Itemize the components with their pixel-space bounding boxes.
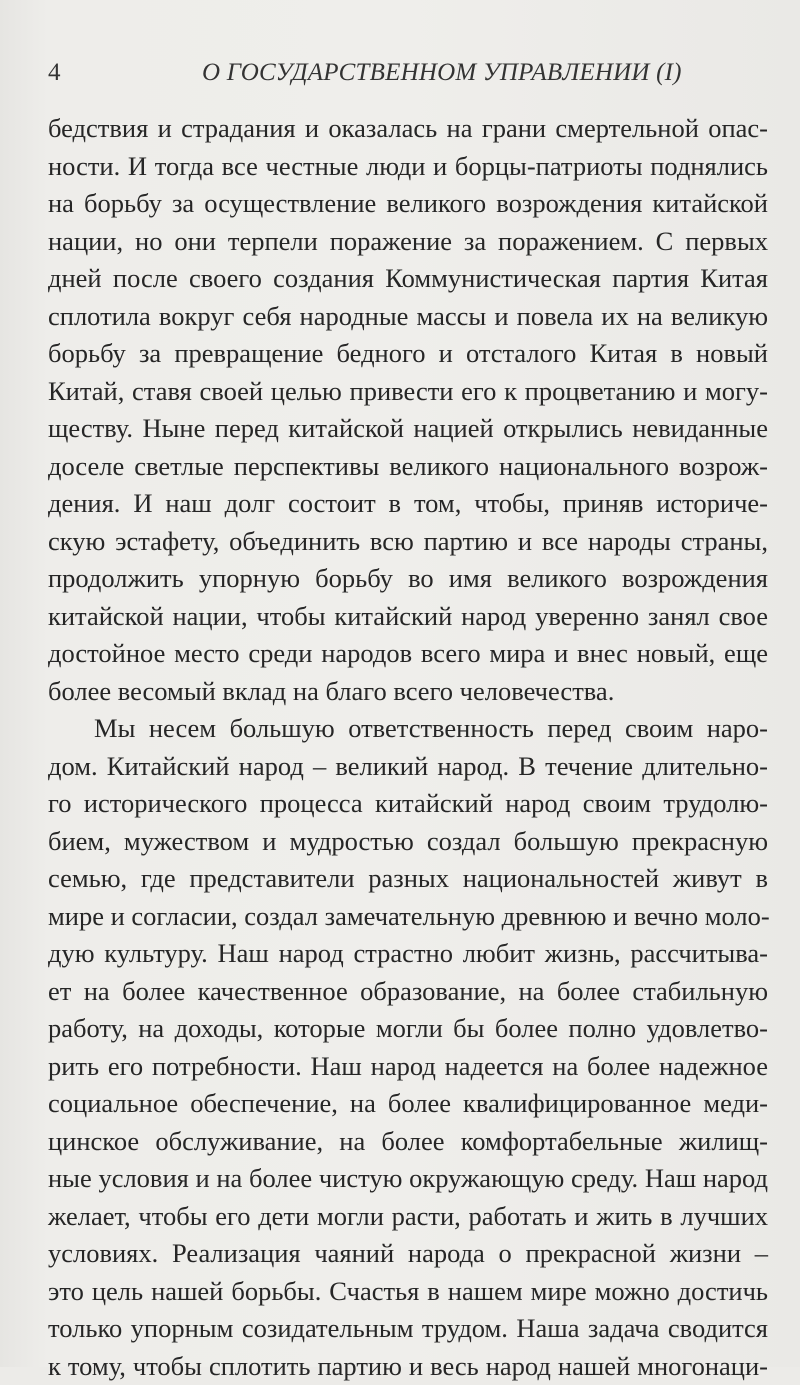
text-line: условиях. Реализация чаяний народа о прекрасной жизни – — [48, 1235, 768, 1273]
paragraph — [48, 110, 768, 710]
text-line: бедствия и страдания и оказалась на грани смертельной опас- — [48, 110, 768, 148]
text-line: борьбу за превращение бедного и отсталого Китая в новый — [48, 335, 768, 373]
text-line: дом. Китайский народ – великий народ. В течение длительно- — [48, 748, 768, 786]
text-line: продолжить упорную борьбу во имя великого возрождения — [48, 560, 768, 598]
text-line: Китай, ставя своей целью привести его к процветанию и могу- — [48, 373, 768, 411]
text-line: дней после своего создания Коммунистическая партия Китая — [48, 260, 768, 298]
text-line: цинское обслуживание, на более комфортабельные жилищ- — [48, 1123, 768, 1161]
text-line: рить его потребности. Наш народ надеется на более надежное — [48, 1048, 768, 1086]
text-line: ности. И тогда все честные люди и борцы-патриоты поднялись — [48, 148, 768, 186]
text-line: китайской нации, чтобы китайский народ уверенно занял свое — [48, 598, 768, 636]
text-line: желает, чтобы его дети могли расти, работать и жить в лучших — [48, 1198, 768, 1236]
text-line: более весомый вклад на благо всего человечества. — [48, 673, 768, 711]
text-line: ет на более качественное образование, на более стабильную — [48, 973, 768, 1011]
text-line: доселе светлые перспективы великого национального возрож- — [48, 448, 768, 486]
running-title: О ГОСУДАРСТВЕННОМ УПРАВЛЕНИИ (I) — [202, 58, 682, 88]
text-line: работу, на доходы, которые могли бы более полно удовлетво- — [48, 1010, 768, 1048]
text-line: дения. И наш долг состоит в том, чтобы, приняв историче- — [48, 485, 768, 523]
paragraph — [48, 710, 768, 1385]
text-line: скую эстафету, объединить всю партию и все народы страны, — [48, 523, 768, 561]
text-line: семью, где представители разных национальностей живут в — [48, 860, 768, 898]
page-number: 4 — [48, 58, 61, 88]
text-line: к тому, чтобы сплотить партию и весь народ нашей многонаци- — [48, 1348, 768, 1385]
text-line: ные условия и на более чистую окружающую среду. Наш народ — [48, 1160, 768, 1198]
body-text — [48, 110, 768, 1385]
text-line: это цель нашей борьбы. Счастья в нашем мире можно достичь — [48, 1273, 768, 1311]
text-line: го исторического процесса китайский народ своим трудолю- — [48, 785, 768, 823]
text-line: нации, но они терпели поражение за поражением. С первых — [48, 223, 768, 261]
text-line: ществу. Ныне перед китайской нацией открылись невиданные — [48, 410, 768, 448]
text-line: мире и согласии, создал замечательную древнюю и вечно моло- — [48, 898, 768, 936]
text-line: достойное место среди народов всего мира и внес новый, еще — [48, 635, 768, 673]
text-line: сплотила вокруг себя народные массы и повела их на великую — [48, 298, 768, 336]
text-line: социальное обеспечение, на более квалифицированное меди- — [48, 1085, 768, 1123]
text-line: на борьбу за осуществление великого возрождения китайской — [48, 185, 768, 223]
text-line: дую культуру. Наш народ страстно любит жизнь, рассчитыва- — [48, 935, 768, 973]
text-line: бием, мужеством и мудростью создал большую прекрасную — [48, 823, 768, 861]
text-line: Мы несем большую ответственность перед своим наро- — [48, 710, 768, 748]
text-line: только упорным созидательным трудом. Наша задача сводится — [48, 1310, 768, 1348]
page-header — [0, 52, 800, 92]
